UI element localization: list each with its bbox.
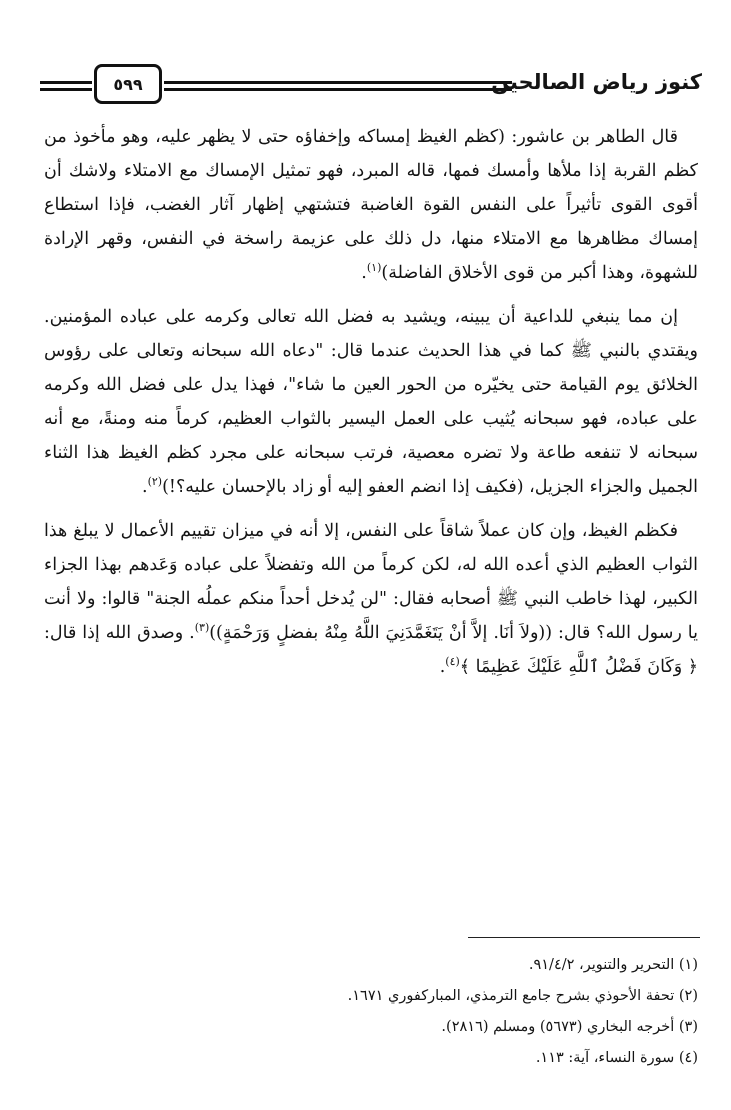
paragraph-text: فكظم الغيظ، وإن كان عملاً شاقاً على النفس، إلا أنه في ميزان تقييم الأعمال لا يبلغ هذا الثواب العظيم الذي أعده الله له، لكن كرماً من الله وتفضلاً على عباده وَعَدهم بهذا الجزاء الكبير، لهذا خاطب النبي ﷺ أصحابه فقال: "لن يُدخل أحداً منكم عملُه الجنة" قالوا: ولا أنت يا رسول الله؟ قال: ((ولاَ أنَا. إلاَّ أنْ يَتَغَمَّدَنِيَ اللَّهُ مِنْهُ بفضلٍ وَرَحْمَةٍ)): [44, 521, 698, 643]
page-header: [40, 64, 702, 108]
footnote-separator: [468, 937, 700, 938]
footnote-ref: (٣): [194, 621, 210, 635]
footnote: (٣) أخرجه البخاري (٥٦٧٣) ومسلم (٢٨١٦).: [441, 1019, 698, 1035]
paragraph: قال الطاهر بن عاشور: (كظم الغيظ إمساكه وإخفاؤه حتى لا يظهر عليه، وهو مأخوذ من كظم القربة إذا ملأها وأمسك فمها، قاله المبرد، فهو تمثيل الإمساك مع الامتلاء ولاشك أن أقوى القوى تأثيراً على النفس القوة الغاضبة فتشتهي إظهار آثار الغضب، فإذا استطاع إمساك مظاهرها مع الامتلاء منها، دل ذلك على عزيمة راسخة في النفس، وقهر الإرادة للشهوة، وهذا أكبر من قوى الأخلاق الفاضلة)$^{(١)}$.: [44, 127, 698, 283]
footnote: (١) التحرير والتنوير، ٩١/٤/٢.: [528, 957, 698, 973]
main-text: [44, 120, 698, 694]
footnotes: [44, 950, 698, 1074]
header-rule: [164, 88, 512, 91]
quran-quote: . وصدق الله إذا قال: ﴿ وَكَانَ فَضْلُ ٱللَّهِ عَلَيْكَ عَظِيمًا ﴾: [44, 623, 698, 677]
paragraph: إن مما ينبغي للداعية أن يبينه، ويشيد به فضل الله تعالى وكرمه على عباده المؤمنين. ويقتدي بالنبي ﷺ كما في هذا الحديث عندما قال: "دعاه الله سبحانه وتعالى على رؤوس الخلائق يوم القيامة حتى يخيّره من الحور العين ما شاء"، فهذا يدل على فضل الله وكرمه على عباده، فهو سبحانه يُثيب على العمل اليسير بالثواب العظيم، كرماً منه ومنةً، مع أنه سبحانه لا تنفعه طاعة ولا تضره معصية، فرتب سبحانه على مجرد كظم الغيظ هذا الثناء الجميل والجزاء الجزيل، (فكيف إذا انضم العفو إليه أو زاد بالإحسان عليه؟!)$^{(٢)}$.: [44, 307, 698, 497]
footnote-ref: (٢): [147, 475, 163, 489]
header-rule: [164, 81, 512, 84]
paragraph-text: إن مما ينبغي للداعية أن يبينه، ويشيد به فضل الله تعالى وكرمه على عباده المؤمنين. ويقتدي بالنبي ﷺ كما في هذا الحديث عندما قال: "دعاه الله سبحانه وتعالى على رؤوس الخلائق يوم القيامة حتى يخيّره من الحور العين ما شاء"، فهذا يدل على فضل الله وكرمه على عباده، فهو سبحانه يُثيب على العمل اليسير بالثواب العظيم، كرماً منه ومنةً، مع أنه سبحانه لا تنفعه طاعة ولا تضره معصية، فرتب سبحانه على مجرد كظم الغيظ هذا الثناء الجميل والجزاء الجزيل، (فكيف إذا انضم العفو إليه أو زاد بالإحسان عليه؟!): [44, 307, 698, 497]
paragraph-text: قال الطاهر بن عاشور: (كظم الغيظ إمساكه وإخفاؤه حتى لا يظهر عليه، وهو مأخوذ من كظم القربة إذا ملأها وأمسك فمها، قاله المبرد، فهو تمثيل الإمساك مع الامتلاء ولاشك أن أقوى القوى تأثيراً على النفس القوة الغاضبة فتشتهي إظهار آثار الغضب، فإذا استطاع إمساك مظاهرها مع الامتلاء منها، دل ذلك على عزيمة راسخة في النفس، وقهر الإرادة للشهوة، وهذا أكبر من قوى الأخلاق الفاضلة): [44, 127, 698, 283]
footnote-ref: (٤): [445, 655, 460, 669]
header-rule: [40, 81, 92, 84]
book-title: كنوز رياض الصالحين: [491, 70, 702, 94]
page-number: ٥٩٩: [94, 64, 162, 104]
paragraph: فكظم الغيظ، وإن كان عملاً شاقاً على النفس، إلا أنه في ميزان تقييم الأعمال لا يبلغ هذا الثواب العظيم الذي أعده الله له، لكن كرماً من الله وتفضلاً على عباده وَعَدهم بهذا الجزاء الكبير، لهذا خاطب النبي ﷺ أصحابه فقال: "لن يُدخل أحداً منكم عملُه الجنة" قالوا: ولا أنت يا رسول الله؟ قال: ((ولاَ أنَا. إلاَّ أنْ يَتَغَمَّدَنِيَ اللَّهُ مِنْهُ بفضلٍ وَرَحْمَةٍ))$^{(٣)}$. وصدق الله إذا قال: ﴿ وَكَانَ فَضْلُ ٱللَّهِ عَلَيْكَ عَظِيمًا ﴾$^{(٤)}$.: [44, 521, 698, 677]
footnote-ref: (١): [366, 261, 382, 275]
footnote: (٢) تحفة الأحوذي بشرح جامع الترمذي، المباركفوري ١٦٧١.: [347, 988, 698, 1004]
footnote: (٤) سورة النساء، آية: ١١٣.: [535, 1050, 698, 1066]
header-rule: [40, 88, 92, 91]
